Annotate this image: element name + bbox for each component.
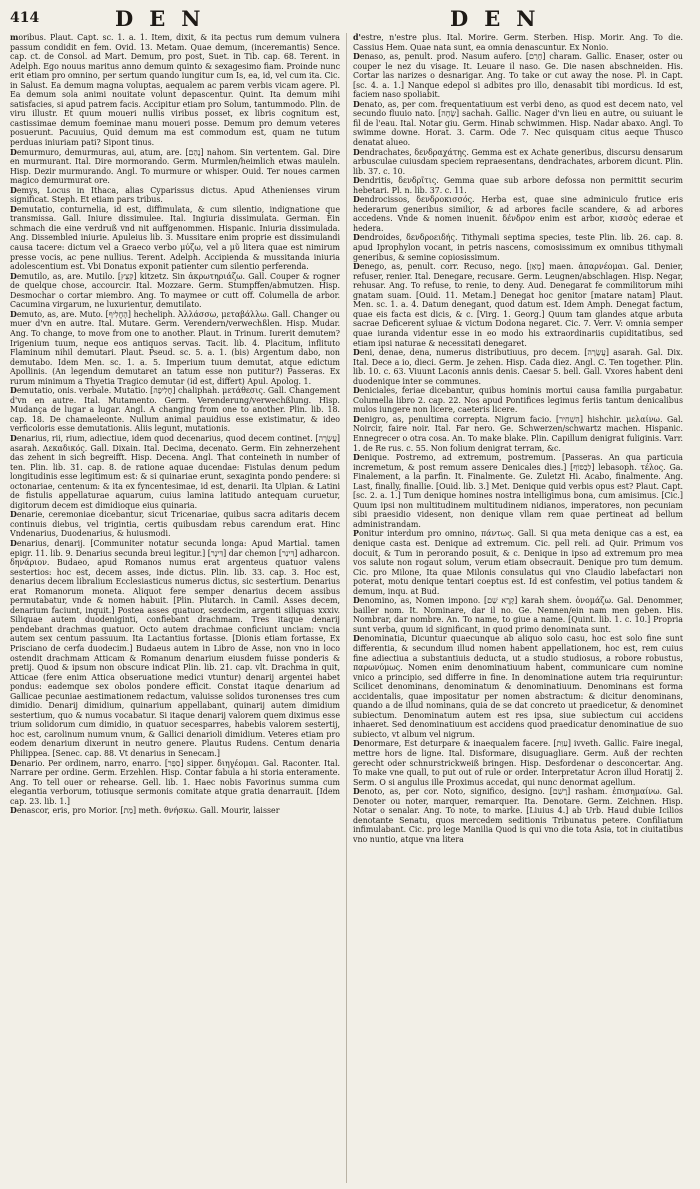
dictionary-entry: Dendrocissos, δενδροκισσός. Herba est, quae sine adminiculo frutice eris hederarum generibus similior, & ad arbores facile scandere, & ad arbores accedens. Vnde & nomen inuenit. δένδρον enim est arbor, κισσὸς ederae et hedera. xyxy=(353,195,683,233)
dictionary-entry: d'estre, n'estre plus. Ital. Morire. Germ. Sterben. Hisp. Morir. Ang. To die. Cassius Hem. Quae nata sunt, ea omnia denascuntur. Ex Nonio. xyxy=(353,33,683,52)
dictionary-entry: Demys, Locus in Ithaca, alias Cyparissus dictus. Apud Athenienses virum significat. Steph. Et etiam pars tribus. xyxy=(10,185,340,205)
dictionary-entry: Demurmuro, demurmuras, aui, atum, are. [נָהַם] nahom. Sin vertentem. Gal. Dire en murmurant. Ital. Dire mormorando. Germ. Murmlen/heimlich etwas mauleln. Hisp. Dezir murmurando. Angl. To murmure or whisper. Ouid. Ter noues carmen magico demurmurat ore. xyxy=(10,147,340,186)
running-head-right: DEN xyxy=(450,6,552,31)
running-head-left: DEN xyxy=(115,6,217,31)
dictionary-entry: Dendroides, δενδροειδής. Tithymali septima species, teste Plin. lib. 26. cap. 8. apud Iprophylon vocant, in petris nascens, comosissimum ex omnibus tithymali generibus, & semine copiosissimum. xyxy=(353,233,683,262)
dictionary-entry: Deniciales, feriae dicebantur, quibus hominis mortui causa familia purgabatur. Columella libro 2. cap. 22. Nos apud Pontifices legimus feriis tantum denicalibus mulos iungere non licere, caeteris licere. xyxy=(353,386,683,415)
dictionary-entry: Denomino, as, Nomen impono. [קָרָא שֵׁם] karah shem. ὀνομάζω. Gal. Denommer, bailler nom. It. Nominare, dar il no. Ge. Nennen/ein nam men geben. His. Nombrar, dar nombre. An. To name, to giue a name. [Quint. lib. 1. c. 10.] Propria sunt verba, quum id significant, in quod primo denominata sunt. xyxy=(353,596,683,634)
dictionary-entry: Denego, as, penult. corr. Recuso, nego. [מָאַן] maen. ἀπαρνέομαι. Gal. Denier, refuser, renier. Ital. Denegare, recusare. Germ. Leugnen/abschlagen. Hisp. Negar, rehusar. Ang. To refuse, to renie, to deny. Aud. Denegarat fe commilitorum mihi gnatam suam. [Ouid. 11. Metam.] Denegat hoc genitor [matare natam] Plaut. Men. sc. 1. a. 4. Datum denegant, quod datum est. Idem Amph. Denegat factum, quae eis facta est dicis, & c. [Virg. 1. Georg.] Quum tam glandes atque arbuta sacrae Deficerent syluae & victum Dodona negaret. Cic. 7. Verr. V: omnia semper quae iuranda videntur esse in eo modo his extraordinariis cupiditatibus, sed etiam ipsi naturae & necessitati denegaret. xyxy=(353,262,683,348)
dictionary-entry: Demuto, as, are. Muto. [הֶחֱלִיף] hecheliph. Ἀλλάσσω, μεταβάλλω. Gall. Changer ou muer d'vn en autre. Ital. Mutare. Germ. Verendern/verwechßlen. Hisp. Mudar. Ang. To change, to move from one to another. Plaut. in Trinum. Iurerit demutem? Irigenium tuum, neque eos antiquos servas. Tacit. lib. 4. Placitum, inflituto Flaminum nihil demutari. Plaut. Pseud. sc. 5. a. 1. (bis) Argentum dabo, non demutabo. Idem Men. sc. 1. a. 5. Imperium tuum demutat, atque edictum Apollinis. (An legendum demutaret an tatum esse non putitur?) Passeras. Ex rurum minimum a Thyetia Tragico demutar (id est, differt) Apul. Apolog. 1. xyxy=(10,309,340,386)
dictionary-entry: moribus. Plaut. Capt. sc. 1. a. 1. Item, dixit, & ita pectus rum demum vulnera passum condidit en fem. Ovid. 13. Metam. Quae demum, (inceremantis) Sence. cap. ct. de Consol. ad Mart. Demum, pro post, Suet. in Tib. cap. 68. Terent. in Adelph. Ego nouus maritus anno demum quinto & sexagesimo fiam. Proinde nunc erit etiam pro omnino, per sertum quando iungitur cum Is, ea, id, vel cum ita. Cic. in Salust. Ea demum magna voluptas, aequalem ac parem verbis vicam agere. Pl. Ea demum sola animi nouitate volunt depascentur. Quint. Ita demum mihi satisfacies, si apud patrem facis. Accipitur etiam pro Solum, tantummodo. Plin. de viru illustr. Et quum moueri nullis viribus posset, ex libris cognitum est, castissimae demum foeminae manu moueri posse. Demum pro demum veteres posuerunt. Pacuuius, Quid demum ma est commodum est, quam ne tutum perduas iniuriam pati? Sipont tinus. xyxy=(10,33,340,148)
column-divider xyxy=(346,33,347,1183)
dictionary-entry: Dendrachates, δενδραχάτης. Gemma est ex Achate generibus, discursu densarum arbusculae cuiusdam speciem repraesentans, dendrachates, arborem dicunt. Plin. lib. 37. c. 10. xyxy=(353,147,683,176)
left-column xyxy=(10,33,340,1183)
dictionary-entry: Demutatio, onis. verbale. Mutatio. [חֲלִיפָה] chaliphah. μετάθεσις. Gall. Changement d'vn en autre. Ital. Mutamento. Germ. Verenderung/verwechßlung. Hisp. Mudança de lugar a lugar. Angl. A changing from one to another. Plin. lib. 18. cap. 18. De chamaeleonte. Nullum animal pauidius esse existimatur, & ideo verficoloris esse demutationis. Aliis legunt, mutationis. xyxy=(10,386,340,434)
dictionary-entry: Demutilo, as, are. Mutilo. [קִצֵּץ] kitzetz. Sin ἀκρωτηριάζω. Gall. Couper & rogner de quelque chose, accourcir. Ital. Mozzare. Germ. Stumpffen/abmutzen. Hisp. Desmochar o cortar miembro. Ang. To maymee or cutt off. Columella de arbor. Cacumina virgarum, ne luxurientur, demutilato. xyxy=(10,271,340,310)
dictionary-entry: Denique. Postremo, ad extremum, postremum. [Passeras. An qua particuia incremetum, & post remum assere Denicales dies.] [לְבַסּוֹף] lebasoph. τέλος. Ga. Finalement, a la parfin. It. Finalmente. Ge. Zuletzt Hi. Acabo, finalmente. Ang. Last, finally, finallie. [Ouid. lib. 3.] Met. Denique quid verbis opus est? Plaut. Capt. [sc. 2. a. 1.] Tum denique homines nostra intelligimus bona, cum amisimus. [Cic.] Quum ipsi non multitudinem multitudinem nidianos, imperatores, non pecuniam sibi praesidio videsent, non denique vllam rem quae pertineat ad bellum administrandam. xyxy=(353,453,683,529)
page-number: 414 xyxy=(10,10,40,26)
dictionary-entry: Demutatio, conturnelia, id est, diffimulata, & cum silentio, indignatione que transmissa. Gall. Iniure dissimulee. Ital. Ingiuria dissimulata. German. Ein schmach die eine verdruß vnd nit auffgenommen. Hispanic. Iniuria dissimulada. Ang. Dissembled iniurie. Apuleius lib. 3. Mussitare enim proprie est dissimulandi causa tacere: dictum vel a Graeco verbo μύζω, vel a μῦ litera quae est nimirum presse vocis, ac pene nullius. Terent. Adelph. Accipienda & mussitanda iniuria adolescentium est. Vbi Donatus exponit patienter cum silentio perferenda. xyxy=(10,204,340,272)
dictionary-entry: Denominatia, Dicuntur quaecunque ab aliquo solo casu, hoc est solo fine sunt differentia, & secundum illud nomen habent appellationem, hoc est, rem cuius fine adiectiua a substantiuis deducta, ut a studio studiosus, a robore robustus, παρωνύμως. Nomen enim denominatiuum habent, communicare cum nomine vnico a principio, sed differre in fine. In denominatione autem tria requiruntur: Scilicet denominans, denominatum & denominatiuum. Denominans est forma accidentalis, quae impositatur per nomen abstractum: & dicitur denominans, quando a de illud nominans, quia de se dat concreto ut praedicetur, & denominet subiectum. Denominatum autem est res ipsa, siue subiectum cui accidens inhaeret. Sed denominatiuum est accidens quod praedicatur denominatiue de suo subiecto, vt album vel nigrum. xyxy=(353,634,683,739)
dictionary-entry: Denascor, eris, pro Morior. [מֵת] meth. θνήσκω. Gall. Mourir, laisser xyxy=(10,806,280,816)
dictionary-entry: Denaso, as, penult. prod. Nasum aufero. [חָרַם] charam. Gallic. Enaser, oster ou couper le nez du visage. It. Leuare il naso. Ge. Die nasen abschneiden. His. Cortar las narizes o desnarigar. Ang. To take or cut away the nose. Pl. in Capt. [sc. 4. a. 1.] Nanque edepol si adbites pro illo, denasabit tibi mordicus. Id est, faciem naso spoliabit. xyxy=(353,52,683,100)
dictionary-entry: Denarius, rii, rium, adiectiue, idem quod decenarius, quod decem continet. [עֲשָׂרָה] asarah. Δεκαδικός. Gall. Dixain. Ital. Decima, decenato. Germ. Ein zehnerzehent das zehent in sich begreifft. Hisp. Decena. Angl. That conteineth in number of ten. Plin. lib. 31. cap. 8. de ratione aquae ducendae: Fistulas denum pedum longitudinis esse legitimum est: & si quinariae erunt, sexaginta pondo pendere: si octonariae, centenum: & ita ex fyncentesimae, id est, denarii. Ita Ulpian. & Latini de fistulis appellaturae aquarum, cuius lamina latitudo antequam curuetur, digitorum decem est dimidioque eius quinaria. xyxy=(10,433,340,510)
dictionary-entry: Denario. Per ordinem, narro, enarro. [סִפֵּר] sipper. διηγέομαι. Gal. Raconter. Ital. Narrare per ordine. Germ. Erzehlen. Hisp. Contar fabula a hi storia enteramente. Ang. To tell ouer or rehearse. Gell. lib. 1. Haec nobis Favorinus summa cum elegantia verborum, totiusque sermonis comitate atque gratia denarrauit. [Idem cap. 23. lib. 1.] xyxy=(10,758,340,806)
dictionary-entry: Dendritis, δενδρῖτις. Gemma quae sub arbore defossa non permittit securim hebetari. Pl. n. lib. 37. c. 11. xyxy=(353,176,683,195)
page-header xyxy=(10,6,688,30)
dictionary-entry: Denigro, as, penultima correpta. Nigrum facio. [הִשְׁחִיר] hishchir. μελαίνω. Gal. Noircir, faire noir. Ital. Far nero. Ge. Schwerzen/schwartz machen. Hispanic. Ennegrecer o otra cosa. An. To make blake. Plin. Capillum denigrat fuliginis. Varr. 1. de Re rus. c. 55. Non folium denigrat terram, &c. xyxy=(353,414,683,453)
dictionary-entry: Deni, denae, dena, numerus distributiuus, pro decem. [עֲשָׂרָה] asarah. Gal. Dix. Ital. Dece a io, dieci. Germ. Je zehen. Hisp. Cada diez. Angl. C. Ten together. Plin. lib. 10. c. 63. Viuunt Laconis annis denis. Caesar 5. bell. Gall. Vxores habent deni duodenique inter se communes. xyxy=(353,348,683,386)
dictionary-entry: Denormare, Est deturpare & inaequalem facere. [עִוֵּת] ivveth. Gallic. Faire inegal, mettre hors de ligne. Ital. Disformare, disuguagliare. Germ. Auß der rechten gerecht oder schnurstrickweiß bringen. Hisp. Desfordenar o desconcertar. Ang. To make vne quall, to put out of rule or order. Interpretatur Acron illud Horatij 2. Serm. O si angulus ille Proximus accedat, qui nunc denormat agellum. xyxy=(353,739,683,787)
dictionary-entry: Ponitur interdum pro omnino, πάντως. Gall. Si qua meta denique cas a est, ea denique casta est. Denique ad extremum. Cic. pell reli. ad Quir. Primum vos docuit, & Tum in perorando posuit, & c. Denique in ipso ad extremum pro mea vos salute non rogaut solum, verum etiam obsecrauit. Denique pro tum demum. Cic. pro Milone, Ita quae Milonis consulatus qui vno Claudio labefactari non poterat, motu denique tentari coeptus est. Id est confestim, vel potius tandem & demum, inqu. at Bud. xyxy=(353,529,683,596)
dictionary-entry: Denato, as, per com. frequentatiuum est verbi deno, as quod est decem nato, vel secundo fluuio nato. [שָׂחָה] sachah. Gallic. Nager d'vn lieu en autre, ou suiuant le fil de l'eau. Ital. Notar giu. Germ. Hinab schwimmen. Hisp. Nadar abaxo. Angl. To swimme downe. Horat. 3. Carm. Ode 7. Nec quisquam citus aeque Thusco denatat alueo. xyxy=(353,99,683,148)
dictionary-entry: Denarius, denarij. [Communiter notatur secunda longa: Apud Martial. tamen epigr. 11. lib. 9. Denarius secunda breui legitur.] [דִּינָר] dar chemon [דִּינַר] adharcon. δηνάριον. Budaeo, apud Romanos numus erat argenteus quatuor valens sestertios: hoc est, decem asses, inde dictus. Plin. lib. 33. cap. 3. Hoc est, denarius decem libralium Ecclesiasticus numerus dictus, sic sestertium. Denarius erat Romanorum moneta. Aliquot fere semper denarius decem assibus permutabatur, vnde & nomen habuit. [Plin. Plutarch. in Camil. Asses decem, denarium faciunt, inquit.] Postea asses quatuor, sexdecim, argenti siliquas xxxiv. Siliquae autem duodeniginti, confiebant drachmam. Tres itaque denarij pendebant drachmas quatuor. Octo autem drachmae conficiunt unciam: vncia autem sex centum passuum. Ita Lactantius fortasse. [Dionis etiam fortasse, Ex Prisciano de cerfa duodecim.] Budaeus autem in Libro de Asse, non vno in loco ostendit drachmam Atticam & Romanum denarium eiusdem fuisse ponderis & pretij. Quod & ipsum non obscure indicat Plin. lib. 21. cap. vlt. Drachma in quit, Atticae (fere enim Attica obseruatione medici vtuntur) denarij argentei habet pondus: eademque sex obolos pondere efficit. Constat itaque denarium ad Gallicae pecuniae aestimationem redactum, valuisse solidos turonenses tres cum dimidio. Denarij dimidium, quinarium appellabant, quinarij autem dimidium sestertium, quo & numus vocabatur. Si itaque denarij valorem quem diximus esse trium solidorum cum dimidio, in quatuor secesparres, habebis valorem sestertij, hoc est, carolinum numum vnum, & Gallici denarioli dimidium. Veteres etiam pro eodem denarium dixerunt in neutro genere. Plautus Rudens. Centum denaria Philippea. [Senec. cap. 88. Vt denarius in Senecam.] xyxy=(10,538,340,759)
dictionary-entry: Denoto, as, per cor. Noto, significo, designo. [רָשַׁם] rasham. ἐπισημαίνω. Gal. Denoter ou noter, marquer, remarquer. Ita. Denotare. Germ. Zeichnen. Hisp. Notar o senalar. Ang. To note, to marke. [Liuius 4.] ab Urb. Haud dubie Icilios denotante Senatu, quos mercedem seditionis Tribunatus petere. Confiliatum infimulabant. Cic. pro lege Manilia Quod is qui vno die tota Asia, tot in ciuitatibus vno nuntio, atque vna litera xyxy=(353,787,683,844)
right-column xyxy=(353,33,683,1183)
dictionary-entry: Denarie, ceremoniae dicebantur, sicut Tricenariae, quibus sacra aditaris decem continuis diebus, vel trigintia, certis quibusdam rebus carendum erat. Hinc Vndenarius, Duodenarius, & huiusmodi. xyxy=(10,510,340,539)
